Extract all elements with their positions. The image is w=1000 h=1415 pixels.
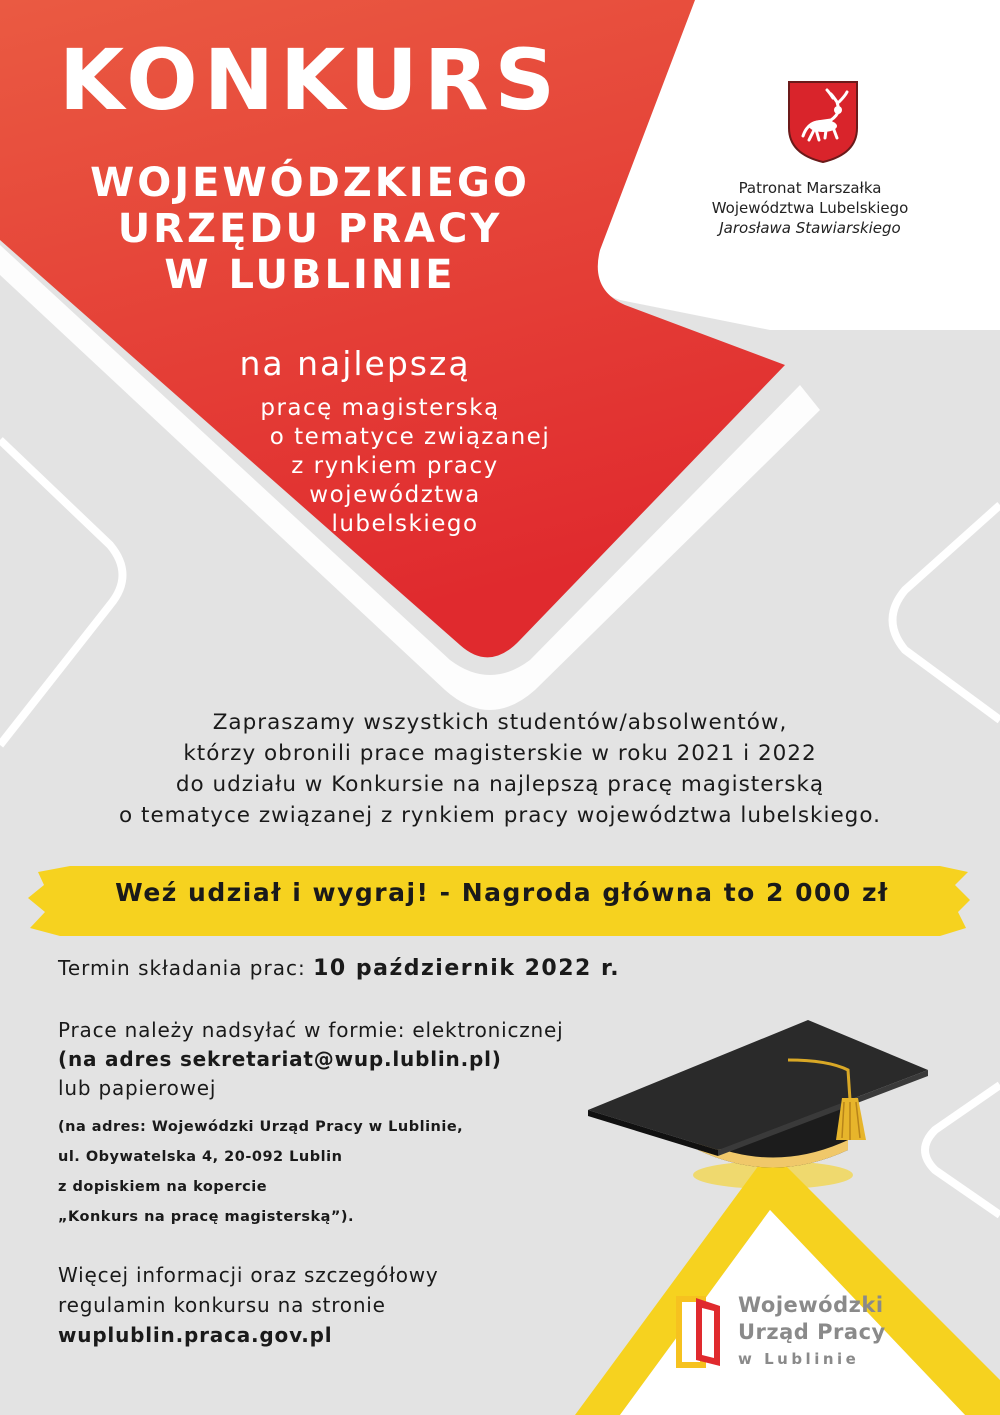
deadline-value: 10 październik 2022 r.: [313, 956, 621, 981]
graduation-cap-icon: [588, 1000, 938, 1200]
more-info: [58, 1260, 439, 1350]
title-sub-line: W LUBLINIE: [164, 252, 456, 298]
title-sub: [0, 160, 620, 298]
address-line: „Konkurs na pracę magisterską”).: [58, 1209, 355, 1225]
intro-line: o tematyce związanej z rynkiem pracy województwa lubelskiego.: [119, 803, 881, 828]
title-main: KONKURS: [58, 31, 562, 129]
subtitle-line: lubelskiego: [331, 511, 479, 537]
subtitle-lines: [190, 394, 610, 539]
deadline: [58, 956, 620, 981]
subtitle-line: o tematyce związanej: [269, 424, 551, 450]
prize-banner: Weź udział i wygraj! - Nagroda główna to 2 000 zł: [115, 878, 889, 907]
submission-line: Prace należy nadsyłać w formie: elektronicznej: [58, 1018, 564, 1042]
submission-address: [58, 1112, 463, 1232]
intro-line: którzy obronili prace magisterskie w roku 2021 i 2022: [183, 741, 817, 766]
intro-line: do udziału w Konkursie na najlepszą pracę magisterską: [175, 772, 825, 797]
intro-text: [20, 707, 980, 831]
more-info-line: regulamin konkursu na stronie: [58, 1293, 386, 1317]
coat-of-arms-icon: [787, 80, 859, 164]
address-line: (na adres: Wojewódzki Urząd Pracy w Lublinie,: [58, 1119, 464, 1135]
wup-logo-line: Urząd Pracy: [738, 1320, 886, 1344]
patron-name: Jarosława Stawiarskiego: [719, 219, 901, 237]
title-sub-line: WOJEWÓDZKIEGO: [90, 160, 530, 206]
address-line: ul. Obywatelska 4, 20-092 Lublin: [58, 1149, 343, 1165]
submission-info: [58, 1016, 563, 1103]
wup-logo-text: [738, 1292, 886, 1373]
patron-line: Województwa Lubelskiego: [711, 199, 909, 217]
subtitle-lead: na najlepszą: [239, 344, 471, 383]
wup-logo-icon: [676, 1296, 720, 1368]
address-line: z dopiskiem na kopercie: [58, 1179, 268, 1195]
subtitle-line: województwa: [309, 482, 481, 508]
patron-text: [660, 178, 960, 238]
wup-logo-line: Wojewódzki: [738, 1293, 884, 1317]
intro-line: Zapraszamy wszystkich studentów/absolwentów,: [212, 710, 788, 735]
subtitle-line: pracę magisterską: [260, 395, 500, 421]
subtitle-line: z rynkiem pracy: [291, 453, 499, 479]
patron-line: Patronat Marszałka: [738, 179, 882, 197]
wup-logo-city: w Lublinie: [738, 1350, 860, 1368]
submission-email: (na adres sekretariat@wup.lublin.pl): [58, 1047, 502, 1071]
website-link[interactable]: wuplublin.praca.gov.pl: [58, 1323, 333, 1347]
more-info-line: Więcej informacji oraz szczegółowy: [58, 1263, 439, 1287]
submission-line: lub papierowej: [58, 1076, 217, 1100]
deadline-label: Termin składania prac:: [58, 956, 306, 980]
title-sub-line: URZĘDU PRACY: [117, 206, 503, 252]
